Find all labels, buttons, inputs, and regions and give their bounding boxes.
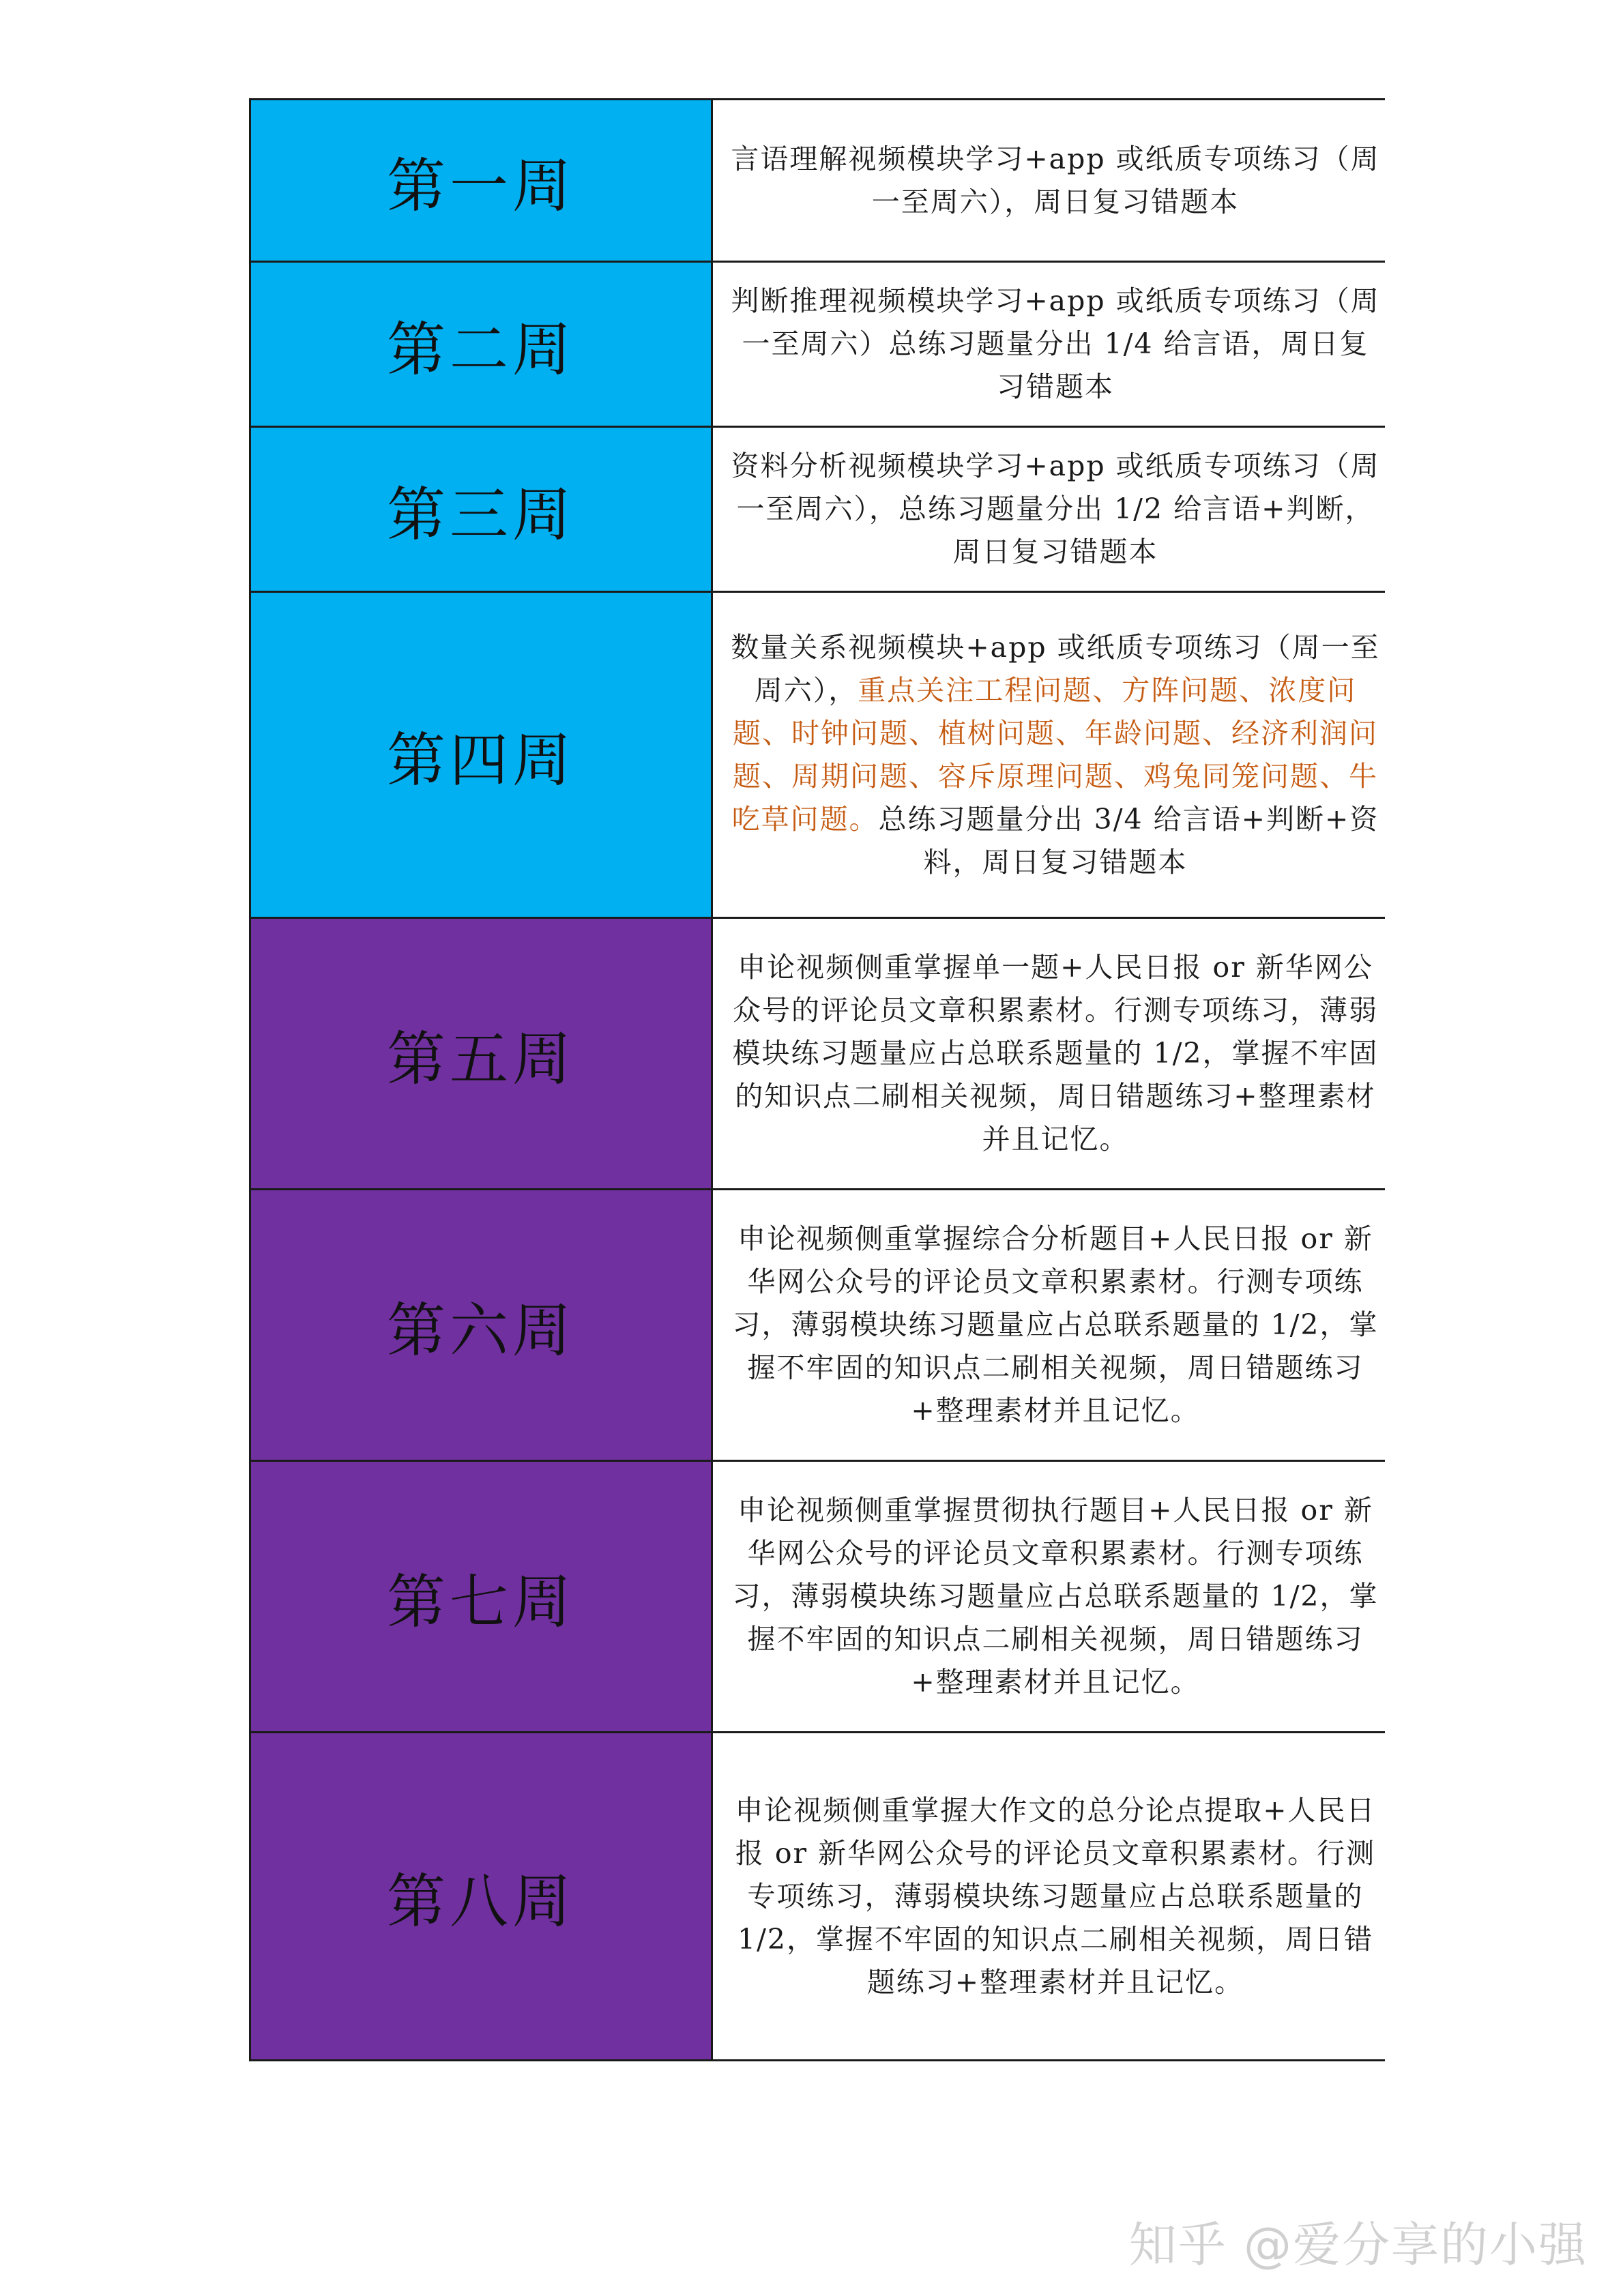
week-8-description: 申论视频侧重掌握大作文的总分论点提取+人民日报 or 新华网公众号的评论员文章积累素材。行测专项练习，薄弱模块练习题量应占总联系题量的 1/2，掌握不牢固的知识点二刷相关视频，周日错题练习+整理素材并且记忆。 xyxy=(735,1793,1376,1999)
week-5-description: 申论视频侧重掌握单一题+人民日报 or 新华网公众号的评论员文章积累素材。行测专项练习，薄弱模块练习题量应占总联系题量的 1/2，掌握不牢固的知识点二刷相关视频，周日错题练习+整理素材并且记忆。 xyxy=(732,951,1379,1156)
week-7-description: 申论视频侧重掌握贯彻执行题目+人民日报 or 新华网公众号的评论员文章积累素材。行测专项练习，薄弱模块练习题量应占总联系题量的 1/2，掌握不牢固的知识点二刷相关视频，周日错题练习+整理素材并且记忆。 xyxy=(732,1494,1379,1698)
week-6-description-cell xyxy=(713,1190,1398,1460)
week-4-description xyxy=(728,626,1383,884)
week-1-description-cell xyxy=(713,100,1398,261)
week-6-description: 申论视频侧重掌握综合分析题目+人民日报 or 新华网公众号的评论员文章积累素材。行测专项练习，薄弱模块练习题量应占总联系题量的 1/2，掌握不牢固的知识点二刷相关视频，周日错题练习+整理素材并且记忆。 xyxy=(732,1222,1379,1427)
week-6-label: 第六周 xyxy=(251,1190,713,1460)
week-7-label: 第七周 xyxy=(251,1462,713,1731)
week-3-label: 第三周 xyxy=(251,428,713,591)
zhihu-watermark: 知乎 @爱分享的小强 xyxy=(1128,2217,1588,2273)
week-4-row xyxy=(251,591,1383,917)
week-8-label: 第八周 xyxy=(251,1733,713,2059)
week-2-description: 判断推理视频模块学习+app 或纸质专项练习（周一至周六）总练习题量分出 1/4 给言语，周日复习错题本 xyxy=(731,284,1380,403)
week-6-row xyxy=(251,1188,1383,1460)
week-1-description: 言语理解视频模块学习+app 或纸质专项练习（周一至周六），周日复习错题本 xyxy=(731,142,1380,218)
week-5-label: 第五周 xyxy=(251,919,713,1188)
week-7-row xyxy=(251,1460,1383,1731)
week-5-description-cell xyxy=(713,919,1398,1188)
week-8-description-cell xyxy=(713,1733,1398,2059)
week-3-row xyxy=(251,426,1383,591)
week-1-row xyxy=(251,100,1383,261)
week-7-description-cell xyxy=(713,1462,1398,1731)
week-4-label: 第四周 xyxy=(251,593,713,917)
week-2-description-cell xyxy=(713,263,1398,426)
week-2-label: 第二周 xyxy=(251,263,713,426)
week-2-row xyxy=(251,261,1383,426)
week-1-label: 第一周 xyxy=(251,100,713,261)
week-3-description-cell xyxy=(713,428,1398,591)
week-4-description-cell xyxy=(713,593,1398,917)
week-4-description-part-1: 数量关系视频模块+app 或纸质专项练习（周一至周六）， xyxy=(731,630,1380,707)
week-4-description-part-2: 总练习题量分出 3/4 给言语+判断+资料，周日复习错题本 xyxy=(878,802,1379,879)
weekly-study-plan-table xyxy=(249,98,1385,2061)
week-4-highlighted-topics: 重点关注工程问题、方阵问题、浓度问题、时钟问题、植树问题、年龄问题、经济利润问题、周期问题、容斥原理问题、鸡兔同笼问题、牛吃草问题。 xyxy=(731,673,1378,836)
week-8-row xyxy=(251,1731,1383,2059)
week-5-row xyxy=(251,917,1383,1188)
week-3-description: 资料分析视频模块学习+app 或纸质专项练习（周一至周六），总练习题量分出 1/2 给言语+判断，周日复习错题本 xyxy=(731,450,1380,568)
